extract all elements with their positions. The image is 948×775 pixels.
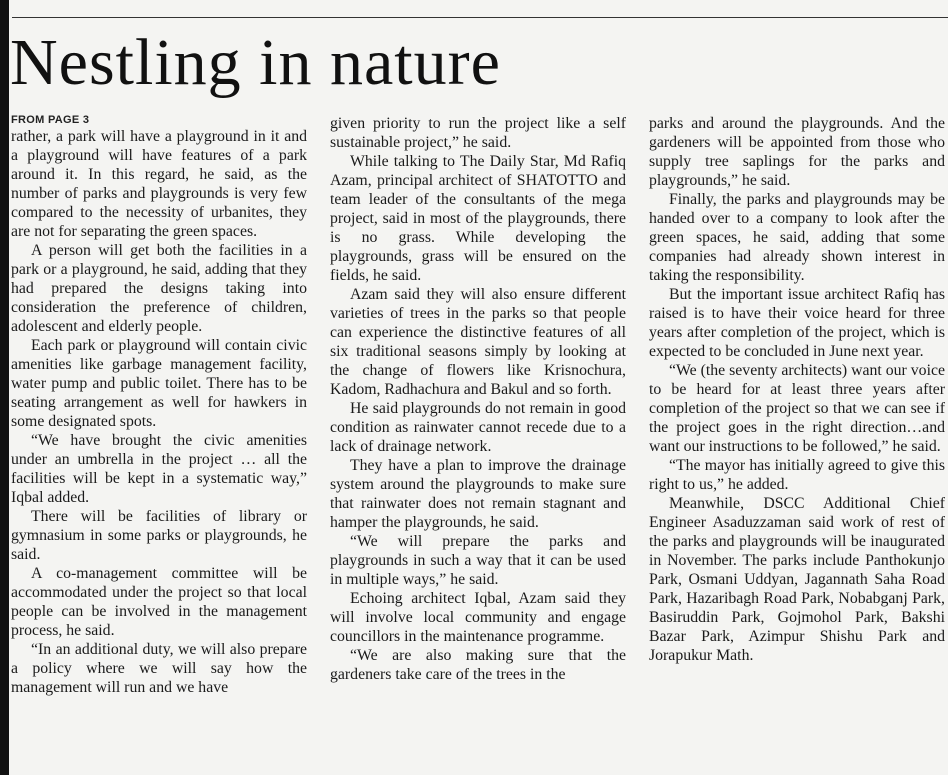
paragraph: “The mayor has initially agreed to give this right to us,” he added. [649, 457, 945, 493]
paragraph: Meanwhile, DSCC Additional Chief Engineer Asaduzzaman said work of rest of the parks and playgrounds will be inaugurated in November. The parks include Panthokunjo Park, Osmani Uddyan, Jagannath Saha Road Park, Hazaribagh Road Park, Nobabganj Park, Basiruddin Park, Gojmohol Park, Bakshi Bazar Park, Azimpur Shishu Park and Jorapukur Math. [649, 495, 945, 664]
paragraph: Finally, the parks and playgrounds may be handed over to a company to look after the green spaces, he said, adding that some companies had already shown interest in taking the responsibility. [649, 191, 945, 284]
paragraph: But the important issue architect Rafiq has raised is to have their voice heard for three years after completion of the project, which is expected to be concluded in June next year. [649, 286, 945, 360]
paragraph: parks and around the playgrounds. And the gardeners will be appointed from those who supply tree saplings for the parks and playgrounds,” he said. [649, 115, 945, 189]
paragraph: given priority to run the project like a self sustainable project,” he said. [330, 115, 626, 151]
article-column-1 [11, 114, 307, 772]
paragraph: While talking to The Daily Star, Md Rafiq Azam, principal architect of SHATOTTO and team leader of the consultants of the mega project, said in most of the playgrounds, there is no grass. While developing the playgrounds, grass will be ensured on the fields, he said. [330, 153, 626, 284]
left-column-rule [0, 0, 9, 775]
paragraph: Azam said they will also ensure different varieties of trees in the parks so that people can experience the distinctive features of all six traditional seasons simply by looking at the change of flowers like Krisnochura, Kadom, Radhachura and Bakul and so forth. [330, 286, 626, 398]
paragraph: “We will prepare the parks and playgrounds in such a way that it can be used in multiple ways,” he said. [330, 533, 626, 588]
paragraph: Echoing architect Iqbal, Azam said they will involve local community and engage councillors in the maintenance programme. [330, 590, 626, 645]
paragraph: A co-management committee will be accommodated under the project so that local people can be involved in the management process, he said. [11, 565, 307, 639]
top-rule [12, 17, 948, 18]
paragraph: rather, a park will have a playground in it and a playground will have features of a park around it. In this regard, he said, as the number of parks and playgrounds is very few compared to the necessity of urbanites, they are not for separating the green spaces. [11, 128, 307, 240]
paragraph: There will be facilities of library or gymnasium in some parks or playgrounds, he said. [11, 508, 307, 563]
paragraph: Each park or playground will contain civic amenities like garbage management facility, water pump and public toilet. There has to be seating arrangement as well for hawkers in some designated spots. [11, 337, 307, 430]
paragraph: He said playgrounds do not remain in good condition as rainwater cannot recede due to a lack of drainage network. [330, 400, 626, 455]
paragraph: They have a plan to improve the drainage system around the playgrounds to make sure that rainwater does not remain stagnant and hamper the playgrounds, he said. [330, 457, 626, 531]
headline: Nestling in nature [10, 26, 501, 99]
article-column-2 [330, 114, 626, 772]
paragraph: “We are also making sure that the gardeners take care of the trees in the [330, 647, 626, 683]
paragraph: “In an additional duty, we will also prepare a policy where we will say how the management will run and we have [11, 641, 307, 696]
paragraph: “We have brought the civic amenities under an umbrella in the project … all the facilities will be kept in a systematic way,” Iqbal added. [11, 432, 307, 506]
jump-label: FROM PAGE 3 [11, 114, 90, 126]
paragraph: A person will get both the facilities in a park or a playground, he said, adding that they had prepared the designs taking into consideration the preference of children, adolescent and elderly people. [11, 242, 307, 335]
paragraph: “We (the seventy architects) want our voice to be heard for at least three years after completion of the project so that we can see if the project goes in the right direction…and want our instructions to be followed,” he said. [649, 362, 945, 455]
article-body [11, 114, 945, 772]
article-column-3 [649, 114, 945, 772]
